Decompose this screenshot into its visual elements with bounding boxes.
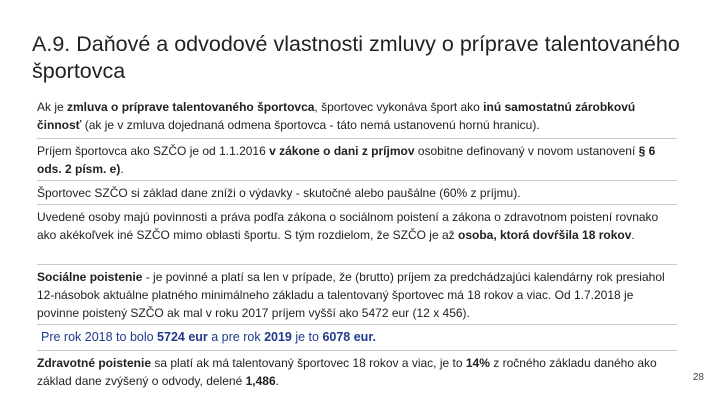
text-bold: zmluva o príprave talentovaného športovca (67, 100, 315, 114)
slide-title: A.9. Daňové a odvodové vlastnosti zmluvy o príprave talentovaného športovca (32, 32, 680, 83)
paragraph-income-definition (37, 142, 677, 178)
text: - je povinné a platí sa len v prípade, že (brutto) príjem za predchádzajúci kalendárny rok presiahol 12-násobok aktuálne platného minimálneho základu a talentovaný športovec má 18 rokov a viac. Od 1.7.2018 je povinne poistený SZČO ak mal v roku 2017 príjem vyšší ako 5472 eur (12 x 456). (37, 270, 665, 320)
text: , športovec vykonáva šport ako (314, 100, 484, 114)
text-bold: 6078 eur. (322, 330, 376, 344)
paragraph-social-insurance (37, 268, 677, 322)
page-number: 28 (692, 372, 704, 383)
divider (37, 264, 677, 265)
paragraph-health-insurance (37, 354, 677, 390)
text-bold: Sociálne poistenie (37, 270, 143, 284)
divider (37, 350, 677, 351)
text: Športovec SZČO si základ dane zníži o výdavky - skutočné alebo paušálne (60% z príjmu). (37, 186, 521, 200)
text-bold: Zdravotné poistenie (37, 356, 152, 370)
paragraph-tax-base (37, 184, 677, 202)
text-bold: 5724 eur (157, 330, 208, 344)
divider (37, 180, 677, 181)
text: . (631, 228, 635, 242)
text-bold: 2019 (264, 330, 292, 344)
text: a pre rok (207, 330, 265, 344)
text-bold: § 6 ods. 2 písm. e) (37, 144, 656, 176)
paragraph-thresholds (41, 328, 681, 346)
text: z ročného základu daného ako základ dane zvýšený o odvody, delené (37, 356, 657, 388)
text: . (120, 162, 124, 176)
paragraph-obligations (37, 208, 677, 244)
text: sa platí ak má talentovaný športovec 18 rokov a viac, je to (151, 356, 466, 370)
text: osobitne definovaný v novom ustanovení (414, 144, 639, 158)
text-bold: osoba, ktorá dovŕšila 18 rokov (457, 228, 632, 242)
text-bold: inú samostatnú zárobkovú činnosť (37, 100, 636, 132)
divider (37, 204, 677, 205)
text: Príjem športovca ako SZČO je od 1.1.2016 (37, 144, 270, 158)
paragraph-contract-type (37, 98, 677, 134)
divider (37, 138, 677, 139)
text-bold: 14% (465, 356, 490, 370)
text: Uvedené osoby majú povinnosti a práva podľa zákona o sociálnom poistení a zákona o zdravotnom poistení rovnako ako akékoľvek iné SZČO mimo oblasti športu. S tým rozdielom, že SZČO je až (37, 210, 659, 242)
text: Pre rok 2018 to bolo (41, 330, 158, 344)
text-bold: 1,486 (245, 374, 276, 388)
text-bold: v zákone o dani z príjmov (269, 144, 415, 158)
text: . (275, 374, 279, 388)
divider (37, 324, 677, 325)
text: (ak je v zmluva dojednaná odmena športovca - táto nemá ustanovenú hornú hranicu). (81, 118, 540, 132)
text: je to (291, 330, 323, 344)
text: Ak je (37, 100, 68, 114)
